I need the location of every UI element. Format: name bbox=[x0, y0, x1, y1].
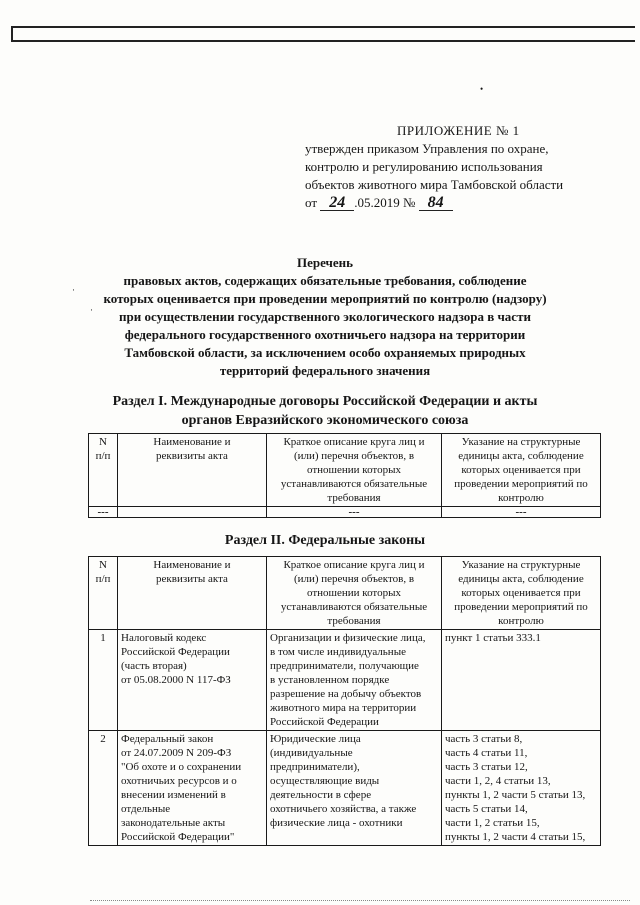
appendix-title: ПРИЛОЖЕНИЕ № 1 bbox=[397, 123, 520, 138]
handwritten-day: 24 bbox=[320, 196, 354, 211]
date-prefix: от bbox=[305, 195, 318, 210]
table-header-row bbox=[89, 557, 601, 630]
approval-date-line bbox=[305, 194, 605, 212]
act-units: пункт 1 статьи 333.1 bbox=[442, 630, 601, 731]
act-name: Налоговый кодекс Российской Федерации (часть вторая) от 05.08.2000 N 117-ФЗ bbox=[118, 630, 267, 731]
scan-dot: · bbox=[72, 285, 75, 295]
act-description: Организации и физические лица, в том числе индивидуальные предприниматели, получающие в установленном порядке разрешение на добычу объектов животного мира на территории Российской Федерации bbox=[267, 630, 442, 731]
header-act-name: Наименование и реквизиты акта bbox=[118, 557, 267, 630]
header-units: Указание на структурные единицы акта, соблюдение которых оценивается при проведении мероприятий по контролю bbox=[442, 557, 601, 630]
page-bottom-edge bbox=[90, 900, 630, 901]
header-description: Краткое описание круга лиц и (или) перечня объектов, в отношении которых устанавливаются обязательные требования bbox=[267, 434, 442, 507]
header-number: N п/п bbox=[89, 434, 118, 507]
title-line: территорий федерального значения bbox=[219, 363, 431, 378]
document-title bbox=[20, 254, 630, 380]
act-description: Юридические лица (индивидуальные предприниматели), осуществляющие виды деятельности в сфере охотничьего хозяйства, а также физические лица - охотники bbox=[267, 731, 442, 846]
section-1-line: органов Евразийского экономического союза bbox=[181, 413, 469, 428]
title-line: федерального государственного охотничьего надзора на территории bbox=[124, 327, 526, 342]
table-cell: --- bbox=[89, 507, 118, 518]
header-number: N п/п bbox=[89, 557, 118, 630]
section-1-table bbox=[88, 433, 601, 518]
top-border-bar bbox=[11, 26, 635, 42]
table-row bbox=[89, 731, 601, 846]
approval-line: контролю и регулированию использования bbox=[305, 159, 543, 174]
table-cell: --- bbox=[267, 507, 442, 518]
section-2-heading: Раздел II. Федеральные законы bbox=[224, 533, 426, 548]
act-units: часть 3 статьи 8, часть 4 статьи 11, часть 3 статьи 12, части 1, 2, 4 статьи 13, пункты 1, 2 части 5 статьи 13, часть 5 статьи 14, части 1, 2 статьи 15, пункты 1, 2 части 4 статьи 15, bbox=[442, 731, 601, 846]
scan-dot: • bbox=[480, 84, 484, 94]
header-description: Краткое описание круга лиц и (или) перечня объектов, в отношении которых устанавливаются обязательные требования bbox=[267, 557, 442, 630]
table-row bbox=[89, 630, 601, 731]
title-line: правовых актов, содержащих обязательные требования, соблюдение bbox=[123, 273, 527, 288]
handwritten-number: 84 bbox=[419, 196, 453, 211]
table-header-row bbox=[89, 434, 601, 507]
approval-line: утвержден приказом Управления по охране, bbox=[305, 141, 549, 156]
section-2-table bbox=[88, 556, 601, 846]
approval-line: объектов животного мира Тамбовской области bbox=[305, 177, 564, 192]
section-1-line: Раздел I. Международные договоры Российской Федерации и акты bbox=[112, 394, 538, 409]
scan-dot: · bbox=[90, 305, 93, 315]
table-cell: --- bbox=[442, 507, 601, 518]
header-units: Указание на структурные единицы акта, соблюдение которых оценивается при проведении мероприятий по контролю bbox=[442, 434, 601, 507]
row-number: 2 bbox=[89, 731, 118, 846]
row-number: 1 bbox=[89, 630, 118, 731]
title-line: которых оценивается при проведении мероприятий по контролю (надзору) bbox=[103, 291, 547, 306]
table-cell bbox=[118, 507, 267, 518]
section-1-heading bbox=[20, 392, 630, 430]
title-line: Перечень bbox=[296, 255, 354, 270]
title-line: при осуществлении государственного экологического надзора в части bbox=[119, 309, 531, 324]
title-line: Тамбовской области, за исключением особо охраняемых природных bbox=[124, 345, 526, 360]
approval-block bbox=[305, 122, 605, 212]
table-row bbox=[89, 507, 601, 518]
date-rest: .05.2019 № bbox=[354, 195, 416, 210]
act-name: Федеральный закон от 24.07.2009 N 209-ФЗ "Об охоте и о сохранении охотничьих ресурсов и о внесении изменений в отдельные законодательные акты Российской Федерации" bbox=[118, 731, 267, 846]
header-act-name: Наименование и реквизиты акта bbox=[118, 434, 267, 507]
